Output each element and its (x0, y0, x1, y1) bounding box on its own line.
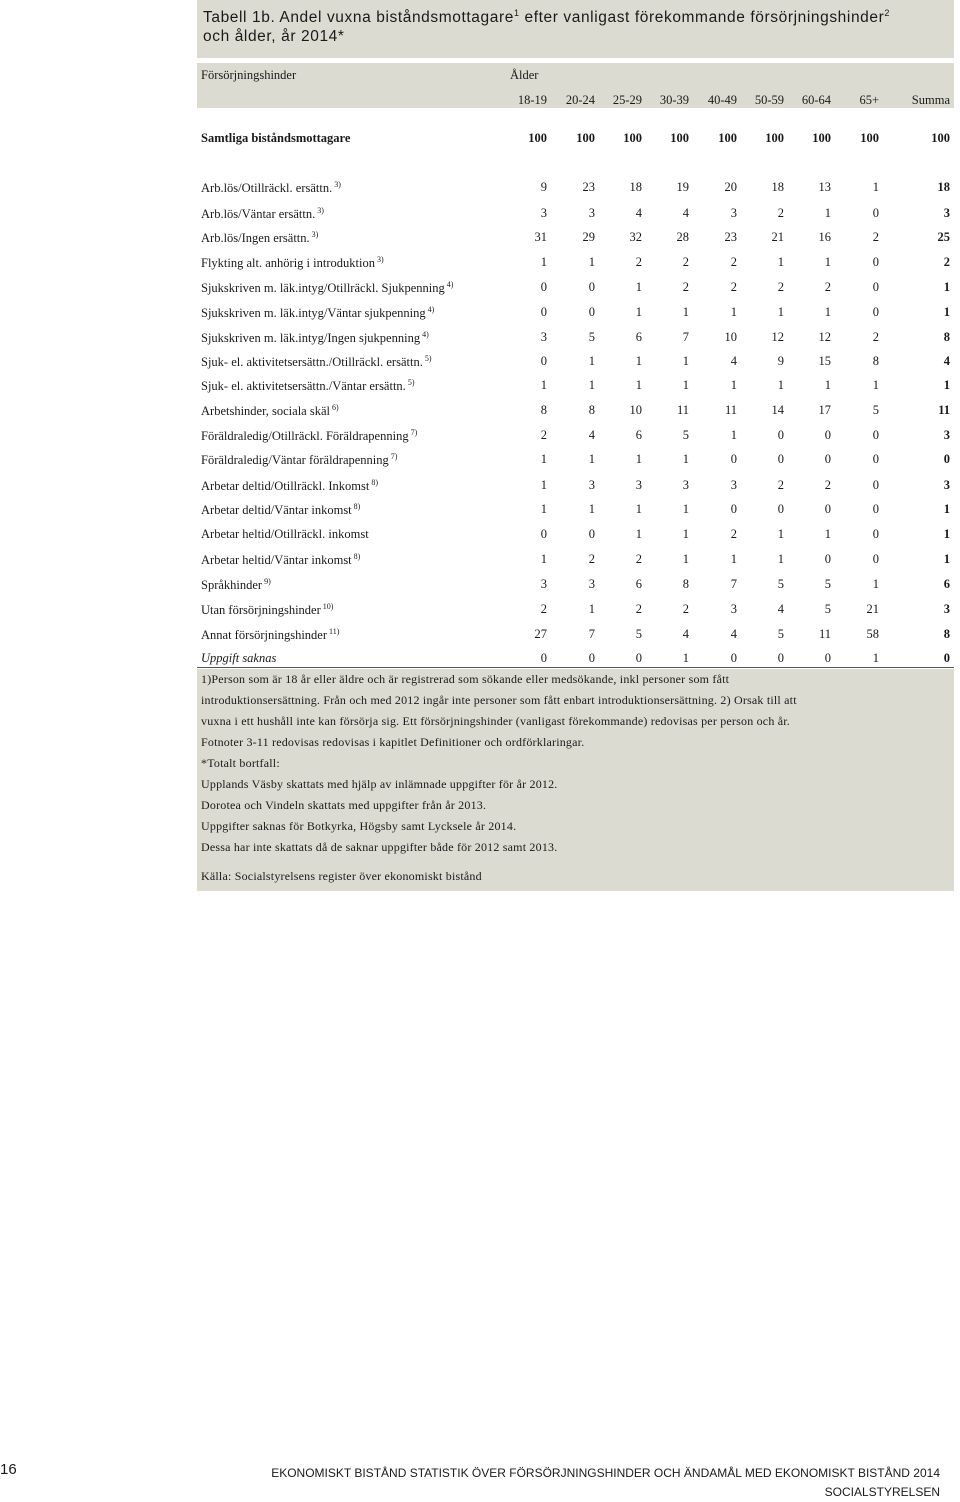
table-cell: 29 (582, 230, 595, 244)
table-cell: 1 (635, 354, 642, 368)
table-cell: 2 (872, 230, 879, 244)
table-cell: 2 (824, 478, 831, 492)
table-cell: 5 (777, 577, 784, 591)
table-cell: 100 (718, 131, 737, 145)
table-cell: 16 (818, 230, 831, 244)
table-cell: 1 (635, 378, 642, 392)
footnote-marker: 7) (408, 428, 418, 437)
table-row (197, 403, 954, 423)
row-label: Arbetshinder, sociala skäl $^{6)}$ (201, 403, 339, 419)
footnote-marker: 3) (315, 206, 324, 215)
table-cell: 2 (635, 255, 642, 269)
footnotes (197, 669, 954, 891)
table-cell: 1 (777, 527, 784, 541)
column-header: 20-24 (565, 93, 595, 107)
table-cell: 0 (588, 527, 595, 541)
table-cell: 3 (730, 478, 737, 492)
footnote-marker: 4) (444, 280, 454, 289)
table-cell: 9 (777, 354, 784, 368)
table-cell: 4 (943, 354, 950, 368)
table-cell: 1 (635, 280, 642, 294)
table-cell: 0 (872, 552, 879, 566)
footer-title: EKONOMISKT BISTÅND STATISTIK ÖVER FÖRSÖRJNINGSHINDER OCH ÄNDAMÅL MED EKONOMISKT BISTÅND 2014 SOCIALSTYRELSEN (271, 1466, 940, 1499)
row-label: Arbetar deltid/Väntar inkomst $^{8)}$ (201, 502, 361, 518)
table-cell: 0 (872, 255, 879, 269)
table-row (197, 627, 954, 647)
table-row (197, 502, 954, 522)
column-header: 60-64 (801, 93, 831, 107)
table-cell: 1 (682, 305, 689, 319)
footnote-marker: 4) (425, 305, 435, 314)
table-cell: 0 (824, 552, 831, 566)
table-header (197, 63, 954, 108)
table-cell: 1 (682, 354, 689, 368)
table-cell: 3 (540, 577, 547, 591)
table-cell: 4 (682, 206, 689, 220)
table-cell: 1 (682, 502, 689, 516)
table-cell: 2 (540, 428, 547, 442)
table-cell: 100 (670, 131, 689, 145)
table-row (197, 255, 954, 275)
table-cell: 5 (824, 577, 831, 591)
table-cell: 100 (931, 131, 950, 145)
table-cell: 5 (682, 428, 689, 442)
table-cell: 100 (576, 131, 595, 145)
table-cell: 7 (730, 577, 737, 591)
table-cell: 15 (818, 354, 831, 368)
table-cell: 1 (588, 354, 595, 368)
table-cell: 25 (937, 230, 950, 244)
table-cell: 1 (682, 552, 689, 566)
table-cell: 21 (771, 230, 784, 244)
table-cell: 3 (943, 428, 950, 442)
table-cell: 5 (588, 330, 595, 344)
table-row (197, 180, 954, 200)
table-cell: 1 (540, 255, 547, 269)
table-cell: 5 (872, 403, 879, 417)
table-cell: 3 (943, 602, 950, 616)
table-cell: 0 (943, 452, 950, 466)
table-cell: 2 (777, 280, 784, 294)
footnote-line: Dorotea och Vindeln skattats med uppgifter från år 2013. (201, 798, 487, 812)
table-row (197, 452, 954, 472)
table-row (197, 552, 954, 572)
table-cell: 12 (771, 330, 784, 344)
table-cell: 11 (724, 403, 737, 417)
table-cell: 1 (588, 378, 595, 392)
row-label: Sjukskriven m. läk.intyg/Ingen sjukpenning $^{4)}$ (201, 330, 429, 346)
table-row (197, 230, 954, 250)
table-cell: 1 (682, 527, 689, 541)
table-cell: 1 (872, 378, 879, 392)
table-cell: 8 (943, 627, 950, 641)
table-cell: 1 (943, 552, 950, 566)
table-cell: 2 (730, 255, 737, 269)
table-cell: 2 (588, 552, 595, 566)
footnote-marker: 11) (327, 627, 340, 636)
table-cell: 13 (818, 180, 831, 194)
table-cell: 5 (777, 627, 784, 641)
table-cell: 1 (777, 255, 784, 269)
table-cell: 2 (682, 255, 689, 269)
table-cell: 11 (938, 403, 950, 417)
row-label: Flykting alt. anhörig i introduktion $^{3)}$ (201, 255, 384, 271)
table-cell: 6 (635, 428, 642, 442)
table-cell: 3 (588, 478, 595, 492)
table-cell: 9 (540, 180, 547, 194)
table-cell: 0 (540, 280, 547, 294)
table-cell: 4 (635, 206, 642, 220)
table-cell: 1 (682, 452, 689, 466)
table-row (197, 378, 954, 398)
table-cell: 2 (730, 280, 737, 294)
table-row (197, 577, 954, 597)
table-title: Tabell 1b. Andel vuxna biståndsmottagare$^1$ efter vanligast förekommande försörjningshinder$^2$ och ålder, år 2014* (197, 0, 954, 58)
row-label: Uppgift saknas (201, 651, 277, 665)
table-cell: 1 (588, 502, 595, 516)
table-cell: 0 (824, 452, 831, 466)
table-cell: 0 (777, 428, 784, 442)
table-cell: 0 (824, 502, 831, 516)
column-header: 50-59 (754, 93, 784, 107)
table-cell: 27 (534, 627, 547, 641)
footnote-marker: 3) (374, 255, 384, 264)
table-row (197, 280, 954, 300)
table-cell: 4 (730, 354, 737, 368)
table-cell: 0 (872, 206, 879, 220)
age-group-label: Ålder (510, 68, 539, 82)
table-cell: 0 (588, 305, 595, 319)
table-cell: 1 (730, 305, 737, 319)
table-cell: 1 (635, 527, 642, 541)
table-cell: 2 (730, 527, 737, 541)
table-cell: 3 (730, 206, 737, 220)
table-cell: 2 (824, 280, 831, 294)
row-label: Föräldraledig/Väntar föräldrapenning $^{7)}$ (201, 452, 398, 468)
table-cell: 4 (730, 627, 737, 641)
table-cell: 5 (824, 602, 831, 616)
table-cell: 2 (943, 255, 950, 269)
table-cell: 1 (540, 378, 547, 392)
row-label: Arbetar heltid/Väntar inkomst $^{8)}$ (201, 552, 361, 568)
table-cell: 5 (635, 627, 642, 641)
row-label: Sjukskriven m. läk.intyg/Väntar sjukpenning $^{4)}$ (201, 305, 435, 321)
footnote-line: vuxna i ett hushåll inte kan försörja sig. Ett försörjningshinder (vanligast förekommande) redovisas per person och år. (201, 714, 790, 728)
table-cell: 3 (730, 602, 737, 616)
table-cell: 0 (730, 452, 737, 466)
footnote-marker: 7) (388, 452, 398, 461)
table-cell: 2 (682, 602, 689, 616)
table-cell: 100 (812, 131, 831, 145)
table-cell: 14 (771, 403, 784, 417)
row-label: Arb.lös/Otillräckl. ersättn. $^{3)}$ (201, 180, 341, 196)
table-cell: 28 (676, 230, 689, 244)
table-cell: 1 (540, 478, 547, 492)
row-label: Språkhinder $^{9)}$ (201, 577, 271, 593)
table-cell: 6 (635, 577, 642, 591)
table-cell: 1 (730, 378, 737, 392)
table-cell: 0 (540, 651, 547, 665)
table-row (197, 206, 954, 226)
page-number: 16 (0, 1461, 17, 1478)
table-cell: 0 (540, 527, 547, 541)
row-label: Utan försörjningshinder $^{10)}$ (201, 602, 334, 618)
table-cell: 3 (635, 478, 642, 492)
table-cell: 8 (682, 577, 689, 591)
footnote-line: Fotnoter 3-11 redovisas redovisas i kapitlet Definitioner och ordförklaringar. (201, 735, 585, 749)
table-cell: 4 (682, 627, 689, 641)
row-label: Annat försörjningshinder $^{11)}$ (201, 627, 340, 643)
row-label: Arbetar heltid/Otillräckl. inkomst (201, 527, 369, 541)
footnote-line: 1)Person som är 18 år eller äldre och är registrerad som sökande eller medsökande, inkl personer som fått (201, 672, 730, 686)
table-cell: 23 (582, 180, 595, 194)
table-row (197, 651, 954, 671)
table-cell: 58 (866, 627, 879, 641)
table-cell: 100 (528, 131, 547, 145)
table-cell: 11 (676, 403, 689, 417)
table-cell: 18 (937, 180, 950, 194)
table-cell: 1 (943, 280, 950, 294)
footnote-marker: 6) (329, 403, 339, 412)
footnote-marker: 3) (309, 230, 319, 239)
table-cell: 1 (943, 378, 950, 392)
table-cell: 1 (824, 527, 831, 541)
table-cell: 0 (872, 280, 879, 294)
table-cell: 11 (818, 627, 831, 641)
table-cell: 0 (588, 280, 595, 294)
table-cell: 1 (540, 552, 547, 566)
column-header: Summa (911, 93, 950, 107)
table-cell: 0 (635, 651, 642, 665)
table-cell: 1 (943, 305, 950, 319)
row-label: Föräldraledig/Otillräckl. Föräldrapenning $^{7)}$ (201, 428, 418, 444)
table-cell: 21 (866, 602, 879, 616)
footnote-marker: 8) (351, 552, 361, 561)
table-cell: 0 (588, 651, 595, 665)
row-label: Arb.lös/Ingen ersättn. $^{3)}$ (201, 230, 319, 246)
table-cell: 19 (676, 180, 689, 194)
table-cell: 1 (730, 428, 737, 442)
column-header: 65+ (859, 93, 879, 107)
table-cell: 0 (872, 305, 879, 319)
table-cell: 1 (777, 552, 784, 566)
table-cell: 3 (682, 478, 689, 492)
table-cell: 1 (588, 602, 595, 616)
table-cell: 0 (540, 305, 547, 319)
table-cell: 4 (588, 428, 595, 442)
table-cell: 0 (777, 452, 784, 466)
table-row (197, 527, 954, 547)
table-cell: 1 (943, 527, 950, 541)
table-cell: 1 (682, 651, 689, 665)
table-cell: 0 (540, 354, 547, 368)
column-header: 40-49 (707, 93, 737, 107)
table-cell: 1 (540, 502, 547, 516)
table-cell: 2 (635, 602, 642, 616)
table-cell: 6 (635, 330, 642, 344)
footnote-list (201, 669, 954, 858)
table-cell: 12 (818, 330, 831, 344)
table-row (197, 428, 954, 448)
table-bottom-rule (197, 667, 954, 668)
row-label: Arb.lös/Väntar ersättn. $^{3)}$ (201, 206, 324, 222)
row-label: Arbetar deltid/Otillräckl. Inkomst $^{8)}$ (201, 478, 379, 494)
table-cell: 100 (623, 131, 642, 145)
table-cell: 10 (629, 403, 642, 417)
footnote-marker: 5) (422, 354, 432, 363)
table-row (197, 305, 954, 325)
footnote-line: Uppgifter saknas för Botkyrka, Högsby samt Lycksele år 2014. (201, 819, 517, 833)
table-cell: 1 (777, 305, 784, 319)
footnote-marker: 9) (262, 577, 271, 586)
footnote-marker: 3) (332, 180, 341, 189)
table-cell: 1 (540, 452, 547, 466)
table-cell: 10 (724, 330, 737, 344)
table-cell: 0 (777, 502, 784, 516)
table-cell: 1 (872, 577, 879, 591)
table-cell: 1 (682, 378, 689, 392)
table-cell: 1 (635, 502, 642, 516)
table-cell: 0 (943, 651, 950, 665)
table-cell: 1 (588, 255, 595, 269)
row-label: Sjukskriven m. läk.intyg/Otillräckl. Sjukpenning $^{4)}$ (201, 280, 454, 296)
table-cell: 8 (540, 403, 547, 417)
table-cell: 0 (872, 527, 879, 541)
table-cell: 2 (682, 280, 689, 294)
table-cell: 1 (777, 378, 784, 392)
table-cell: 1 (943, 502, 950, 516)
table-cell: 17 (818, 403, 831, 417)
footnote-line: *Totalt bortfall: (201, 756, 280, 770)
table-cell: 1 (635, 452, 642, 466)
table-cell: 2 (777, 478, 784, 492)
footnote-marker: 5) (405, 378, 415, 387)
table-cell: 100 (765, 131, 784, 145)
table-cell: 1 (872, 180, 879, 194)
table-row (197, 330, 954, 350)
table-cell: 1 (824, 305, 831, 319)
table-cell: 0 (824, 651, 831, 665)
table-cell: 7 (588, 627, 595, 641)
table-cell: 1 (588, 452, 595, 466)
table-cell: 1 (635, 305, 642, 319)
table-cell: 7 (682, 330, 689, 344)
row-header-label: Försörjningshinder (201, 68, 297, 82)
row-label: Sjuk- el. aktivitetsersättn./Otillräckl. ersättn. $^{5)}$ (201, 354, 432, 370)
table-row-total (197, 131, 954, 151)
column-headers (197, 93, 954, 109)
table-cell: 31 (534, 230, 547, 244)
column-header: 18-19 (517, 93, 547, 107)
row-label: Samtliga biståndsmottagare (201, 131, 351, 145)
table-container (197, 0, 954, 883)
table-cell: 18 (629, 180, 642, 194)
table-cell: 100 (860, 131, 879, 145)
table-cell: 3 (943, 478, 950, 492)
row-label: Sjuk- el. aktivitetsersättn./Väntar ersättn. $^{5)}$ (201, 378, 415, 394)
table-cell: 0 (730, 502, 737, 516)
table-cell: 1 (730, 552, 737, 566)
table-cell: 0 (730, 651, 737, 665)
table-cell: 1 (824, 255, 831, 269)
table-cell: 32 (629, 230, 642, 244)
table-cell: 18 (771, 180, 784, 194)
table-cell: 8 (943, 330, 950, 344)
table-cell: 1 (824, 206, 831, 220)
footnote-marker: 8) (351, 502, 361, 511)
table-row (197, 478, 954, 498)
table-cell: 3 (588, 577, 595, 591)
table-cell: 2 (777, 206, 784, 220)
table-cell: 3 (540, 206, 547, 220)
column-header: 25-29 (612, 93, 642, 107)
table-cell: 6 (943, 577, 950, 591)
table-cell: 2 (540, 602, 547, 616)
table-row (197, 354, 954, 374)
column-header: 30-39 (659, 93, 689, 107)
footnote-marker: 8) (369, 478, 379, 487)
footnote-line: Upplands Väsby skattats med hjälp av inlämnade uppgifter för år 2012. (201, 777, 558, 791)
table-cell: 0 (872, 502, 879, 516)
table-cell: 0 (872, 452, 879, 466)
table-cell: 23 (724, 230, 737, 244)
table-cell: 0 (824, 428, 831, 442)
table-cell: 1 (872, 651, 879, 665)
table-cell: 8 (872, 354, 879, 368)
footnote-line: introduktionsersättning. Från och med 2012 ingår inte personer som fått enbart introduktionsersättning. 2) Orsak till att (201, 693, 797, 707)
source-note: Källa: Socialstyrelsens register över ekonomiskt bistånd (201, 869, 482, 883)
footnote-marker: 10) (320, 602, 334, 611)
table-cell: 0 (777, 651, 784, 665)
table-cell: 8 (588, 403, 595, 417)
table-cell: 2 (872, 330, 879, 344)
table-cell: 1 (824, 378, 831, 392)
table-cell: 0 (872, 428, 879, 442)
table-row (197, 602, 954, 622)
footnote-marker: 4) (420, 330, 429, 339)
table-cell: 0 (872, 478, 879, 492)
table-cell: 3 (588, 206, 595, 220)
table-cell: 20 (724, 180, 737, 194)
table-cell: 3 (540, 330, 547, 344)
table-cell: 2 (635, 552, 642, 566)
footnote-line: Dessa har inte skattats då de saknar uppgifter både för 2012 samt 2013. (201, 840, 558, 854)
table-cell: 3 (943, 206, 950, 220)
table-cell: 4 (777, 602, 784, 616)
